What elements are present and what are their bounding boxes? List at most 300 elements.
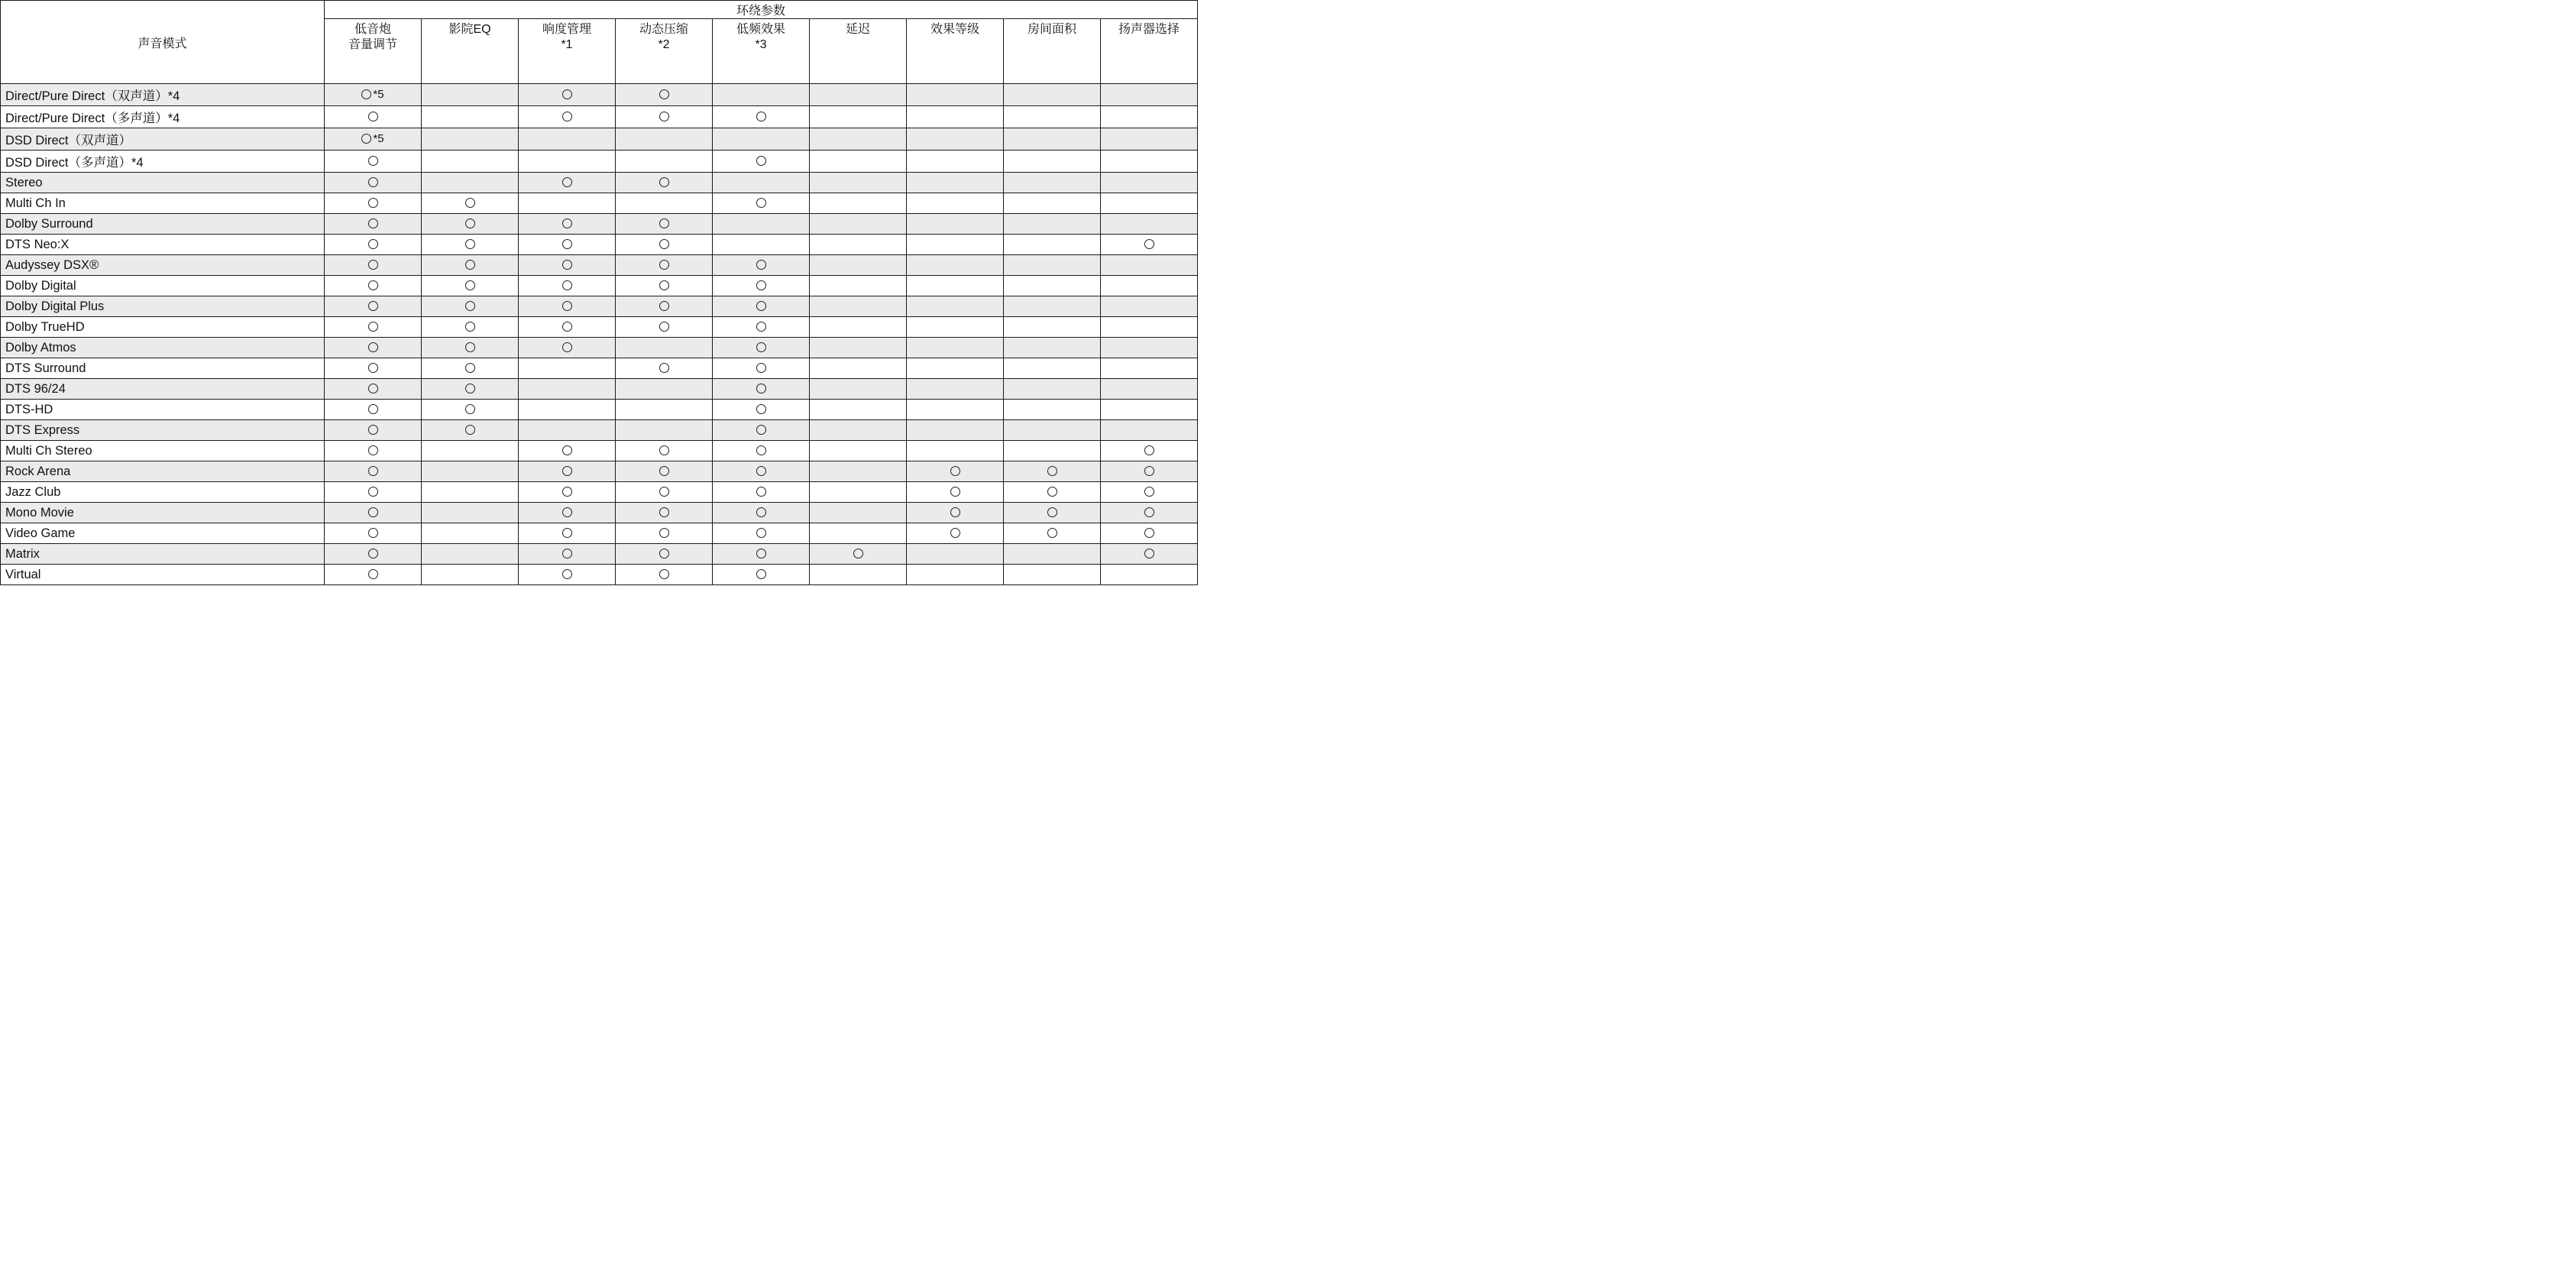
supported-mark-icon xyxy=(1144,549,1154,559)
supported-mark-icon xyxy=(465,198,475,208)
supported-mark-icon xyxy=(659,219,669,228)
parameter-cell xyxy=(519,420,616,441)
parameter-cell xyxy=(1004,461,1101,482)
parameter-cell xyxy=(713,379,810,400)
sound-mode-name: Dolby Surround xyxy=(1,214,325,235)
supported-mark-icon xyxy=(1047,507,1057,517)
parameter-cell xyxy=(422,317,519,338)
table-row xyxy=(1,565,1198,585)
parameter-cell xyxy=(907,358,1004,379)
column-header: 低频效果 *3 xyxy=(713,19,810,84)
parameter-cell xyxy=(422,400,519,420)
parameter-cell xyxy=(1004,565,1101,585)
parameter-cell xyxy=(907,400,1004,420)
parameter-cell xyxy=(810,214,907,235)
supported-mark-icon xyxy=(465,425,475,435)
sound-mode-name: DTS Express xyxy=(1,420,325,441)
supported-mark-icon xyxy=(756,549,766,559)
parameter-cell xyxy=(810,565,907,585)
parameter-cell xyxy=(325,420,422,441)
sound-mode-name: DSD Direct（双声道） xyxy=(1,128,325,151)
parameter-cell xyxy=(907,379,1004,400)
parameter-cell xyxy=(616,379,713,400)
parameter-cell xyxy=(616,338,713,358)
supported-mark-icon xyxy=(659,301,669,311)
parameter-cell xyxy=(1004,523,1101,544)
parameter-cell xyxy=(519,235,616,255)
parameter-cell xyxy=(325,358,422,379)
table-row xyxy=(1,358,1198,379)
parameter-cell xyxy=(713,106,810,128)
parameter-cell xyxy=(713,400,810,420)
supported-mark-icon xyxy=(465,322,475,332)
parameter-cell xyxy=(325,338,422,358)
parameter-cell xyxy=(907,255,1004,276)
supported-mark-icon xyxy=(562,280,572,290)
supported-mark-icon xyxy=(368,219,378,228)
parameter-cell xyxy=(713,358,810,379)
sound-mode-name: Dolby Digital Plus xyxy=(1,296,325,317)
parameter-cell xyxy=(325,106,422,128)
parameter-cell xyxy=(1004,420,1101,441)
sound-mode-name: Dolby Atmos xyxy=(1,338,325,358)
supported-mark-icon xyxy=(562,219,572,228)
sound-mode-name: Multi Ch Stereo xyxy=(1,441,325,461)
parameter-cell xyxy=(325,173,422,193)
supported-mark-icon xyxy=(1144,239,1154,249)
parameter-cell xyxy=(616,128,713,151)
supported-mark-icon xyxy=(368,384,378,393)
parameter-cell xyxy=(519,544,616,565)
footnote-mark: *5 xyxy=(373,132,384,146)
parameter-cell xyxy=(907,338,1004,358)
table-row xyxy=(1,441,1198,461)
supported-mark-icon xyxy=(562,89,572,99)
parameter-cell xyxy=(810,400,907,420)
parameter-cell xyxy=(616,214,713,235)
parameter-cell xyxy=(616,420,713,441)
supported-mark-icon xyxy=(368,549,378,559)
table-row xyxy=(1,214,1198,235)
parameter-cell xyxy=(616,317,713,338)
sound-mode-name: Mono Movie xyxy=(1,503,325,523)
parameter-cell xyxy=(810,235,907,255)
parameter-cell xyxy=(422,420,519,441)
parameter-cell xyxy=(907,128,1004,151)
parameter-cell xyxy=(616,173,713,193)
supported-mark-icon xyxy=(465,384,475,393)
parameter-cell xyxy=(810,128,907,151)
supported-mark-icon xyxy=(368,177,378,187)
parameter-cell xyxy=(616,544,713,565)
column-header: 效果等级 xyxy=(907,19,1004,84)
column-header: 扬声器选择 xyxy=(1101,19,1198,84)
parameter-cell xyxy=(713,173,810,193)
supported-mark-icon xyxy=(562,569,572,579)
supported-mark-icon xyxy=(1144,466,1154,476)
table-body xyxy=(1,84,1198,585)
supported-mark-icon xyxy=(562,549,572,559)
supported-mark-icon xyxy=(659,487,669,497)
parameter-cell xyxy=(1101,544,1198,565)
parameter-cell xyxy=(325,544,422,565)
supported-mark-icon xyxy=(659,528,669,538)
table-row xyxy=(1,523,1198,544)
parameter-cell xyxy=(519,276,616,296)
parameter-cell xyxy=(810,461,907,482)
parameter-cell xyxy=(1004,358,1101,379)
parameter-cell xyxy=(907,503,1004,523)
sound-mode-name: Direct/Pure Direct（多声道）*4 xyxy=(1,106,325,128)
parameter-cell xyxy=(616,106,713,128)
parameter-cell xyxy=(1004,379,1101,400)
supported-mark-icon xyxy=(368,301,378,311)
parameter-cell xyxy=(907,151,1004,173)
parameter-cell xyxy=(325,276,422,296)
supported-mark-icon xyxy=(756,487,766,497)
supported-mark-icon xyxy=(756,425,766,435)
parameter-cell xyxy=(616,441,713,461)
parameter-cell xyxy=(1101,420,1198,441)
parameter-cell xyxy=(325,461,422,482)
supported-mark-icon xyxy=(368,260,378,270)
parameter-cell xyxy=(810,173,907,193)
parameter-cell xyxy=(325,193,422,214)
parameter-cell xyxy=(907,523,1004,544)
parameter-cell xyxy=(519,482,616,503)
column-header: 房间面积 xyxy=(1004,19,1101,84)
parameter-cell xyxy=(1101,441,1198,461)
parameter-cell xyxy=(713,151,810,173)
parameter-cell xyxy=(810,317,907,338)
parameter-cell xyxy=(616,151,713,173)
supported-mark-icon xyxy=(756,280,766,290)
parameter-cell xyxy=(907,296,1004,317)
table-row xyxy=(1,193,1198,214)
table-row xyxy=(1,338,1198,358)
parameter-cell xyxy=(1101,461,1198,482)
parameter-cell xyxy=(1004,338,1101,358)
supported-mark-icon xyxy=(562,112,572,121)
parameter-cell xyxy=(1004,317,1101,338)
parameter-cell xyxy=(422,214,519,235)
parameter-cell xyxy=(422,503,519,523)
supported-mark-icon xyxy=(659,239,669,249)
parameter-cell xyxy=(713,128,810,151)
parameter-cell xyxy=(519,296,616,317)
supported-mark-icon xyxy=(659,507,669,517)
header-group-row xyxy=(1,1,1198,19)
supported-mark-icon xyxy=(756,384,766,393)
parameter-cell xyxy=(1101,338,1198,358)
table-row xyxy=(1,276,1198,296)
supported-mark-icon xyxy=(368,466,378,476)
supported-mark-icon xyxy=(562,239,572,249)
parameter-cell xyxy=(519,173,616,193)
supported-mark-icon xyxy=(1144,528,1154,538)
parameter-cell xyxy=(907,106,1004,128)
parameter-cell xyxy=(422,296,519,317)
column-header: 影院EQ xyxy=(422,19,519,84)
supported-mark-icon xyxy=(368,528,378,538)
supported-mark-icon xyxy=(853,549,863,559)
sound-mode-name: Virtual xyxy=(1,565,325,585)
supported-mark-icon xyxy=(465,239,475,249)
table-row xyxy=(1,503,1198,523)
sound-mode-name: Dolby Digital xyxy=(1,276,325,296)
parameter-cell xyxy=(713,235,810,255)
parameter-cell xyxy=(1004,503,1101,523)
sound-mode-name: Audyssey DSX® xyxy=(1,255,325,276)
supported-mark-icon xyxy=(756,528,766,538)
table-row xyxy=(1,420,1198,441)
parameter-cell xyxy=(519,338,616,358)
parameter-cell xyxy=(325,400,422,420)
supported-mark-icon xyxy=(562,528,572,538)
supported-mark-icon xyxy=(361,89,371,99)
parameter-cell xyxy=(519,503,616,523)
parameter-cell xyxy=(616,503,713,523)
supported-mark-icon xyxy=(562,487,572,497)
supported-mark-icon xyxy=(756,198,766,208)
parameter-cell xyxy=(1101,276,1198,296)
parameter-cell xyxy=(325,379,422,400)
parameter-cell xyxy=(519,193,616,214)
parameter-cell xyxy=(1101,214,1198,235)
supported-mark-icon xyxy=(659,280,669,290)
parameter-cell xyxy=(325,296,422,317)
parameter-cell xyxy=(907,565,1004,585)
supported-mark-icon xyxy=(659,260,669,270)
supported-mark-icon xyxy=(368,198,378,208)
parameter-cell xyxy=(519,84,616,106)
parameter-cell xyxy=(907,235,1004,255)
parameter-cell xyxy=(1101,106,1198,128)
parameter-cell xyxy=(325,482,422,503)
parameter-cell xyxy=(1101,400,1198,420)
parameter-cell xyxy=(422,461,519,482)
supported-mark-icon xyxy=(756,569,766,579)
supported-mark-icon xyxy=(368,239,378,249)
parameter-cell xyxy=(1101,482,1198,503)
parameter-cell xyxy=(713,214,810,235)
parameter-cell xyxy=(1004,84,1101,106)
supported-mark-icon xyxy=(1047,528,1057,538)
supported-mark-icon xyxy=(368,280,378,290)
parameter-cell xyxy=(422,193,519,214)
column-header: 低音炮 音量调节 xyxy=(325,19,422,84)
supported-mark-icon xyxy=(756,342,766,352)
parameter-cell xyxy=(616,255,713,276)
supported-mark-icon xyxy=(756,445,766,455)
parameter-cell xyxy=(1004,400,1101,420)
parameter-cell xyxy=(1004,193,1101,214)
parameter-cell xyxy=(422,379,519,400)
parameter-cell xyxy=(519,214,616,235)
parameter-cell xyxy=(907,482,1004,503)
sound-mode-name: Rock Arena xyxy=(1,461,325,482)
supported-mark-icon xyxy=(756,466,766,476)
sound-mode-name: Matrix xyxy=(1,544,325,565)
parameter-cell xyxy=(810,420,907,441)
parameter-cell xyxy=(1101,173,1198,193)
supported-mark-icon xyxy=(659,322,669,332)
parameter-cell xyxy=(1101,151,1198,173)
parameter-cell xyxy=(1101,255,1198,276)
supported-mark-icon xyxy=(465,301,475,311)
parameter-cell xyxy=(907,193,1004,214)
parameter-cell xyxy=(422,338,519,358)
parameter-cell xyxy=(422,358,519,379)
parameter-cell xyxy=(907,84,1004,106)
parameter-cell xyxy=(1004,276,1101,296)
supported-mark-icon xyxy=(659,466,669,476)
sound-mode-name: Multi Ch In xyxy=(1,193,325,214)
supported-mark-icon xyxy=(368,404,378,414)
supported-mark-icon xyxy=(756,156,766,166)
parameter-cell xyxy=(519,565,616,585)
parameter-cell xyxy=(810,544,907,565)
parameter-cell xyxy=(907,276,1004,296)
parameter-cell xyxy=(1004,128,1101,151)
table-row xyxy=(1,461,1198,482)
parameter-cell xyxy=(519,106,616,128)
parameter-cell xyxy=(1004,544,1101,565)
supported-mark-icon xyxy=(368,342,378,352)
parameter-cell xyxy=(325,503,422,523)
parameter-cell xyxy=(422,173,519,193)
parameter-cell xyxy=(422,276,519,296)
supported-mark-icon xyxy=(756,260,766,270)
sound-mode-name: DTS 96/24 xyxy=(1,379,325,400)
table-row xyxy=(1,106,1198,128)
supported-mark-icon xyxy=(562,507,572,517)
table-row xyxy=(1,296,1198,317)
parameter-cell xyxy=(1101,193,1198,214)
parameter-cell xyxy=(519,317,616,338)
parameter-cell xyxy=(422,441,519,461)
parameter-cell xyxy=(519,400,616,420)
supported-mark-icon xyxy=(562,322,572,332)
supported-mark-icon xyxy=(950,466,960,476)
parameter-cell xyxy=(1101,565,1198,585)
supported-mark-icon xyxy=(368,322,378,332)
parameter-cell xyxy=(810,503,907,523)
supported-mark-icon xyxy=(562,301,572,311)
parameter-cell xyxy=(422,523,519,544)
table-row xyxy=(1,482,1198,503)
parameter-cell xyxy=(713,544,810,565)
parameter-cell xyxy=(616,482,713,503)
parameter-cell xyxy=(810,441,907,461)
parameter-cell xyxy=(810,338,907,358)
parameter-cell xyxy=(713,441,810,461)
supported-mark-icon xyxy=(368,156,378,166)
parameter-cell xyxy=(1101,358,1198,379)
parameter-cell xyxy=(325,214,422,235)
parameter-cell xyxy=(1004,214,1101,235)
parameter-cell xyxy=(616,193,713,214)
parameter-cell xyxy=(810,193,907,214)
table-row xyxy=(1,255,1198,276)
parameter-cell xyxy=(616,276,713,296)
supported-mark-icon xyxy=(562,260,572,270)
parameter-cell xyxy=(907,317,1004,338)
supported-mark-icon xyxy=(659,569,669,579)
parameter-cell xyxy=(810,106,907,128)
parameter-cell xyxy=(713,84,810,106)
parameter-cell xyxy=(810,84,907,106)
supported-mark-icon xyxy=(756,322,766,332)
supported-mark-icon xyxy=(1144,445,1154,455)
supported-mark-icon xyxy=(465,342,475,352)
parameter-cell xyxy=(1101,296,1198,317)
supported-mark-icon xyxy=(659,363,669,373)
parameter-cell xyxy=(1101,523,1198,544)
surround-parameters-header: 环绕参数 xyxy=(325,1,1198,19)
sound-mode-name: Video Game xyxy=(1,523,325,544)
supported-mark-icon xyxy=(756,404,766,414)
supported-mark-icon xyxy=(368,487,378,497)
table-row xyxy=(1,544,1198,565)
supported-mark-icon xyxy=(659,112,669,121)
parameter-cell xyxy=(616,358,713,379)
column-header: 延迟 xyxy=(810,19,907,84)
parameter-cell xyxy=(1101,128,1198,151)
parameter-cell xyxy=(1101,235,1198,255)
supported-mark-icon xyxy=(562,466,572,476)
parameter-cell xyxy=(907,214,1004,235)
parameter-cell xyxy=(325,235,422,255)
parameter-cell xyxy=(713,503,810,523)
table-row xyxy=(1,151,1198,173)
parameter-cell xyxy=(616,235,713,255)
sound-mode-name: Jazz Club xyxy=(1,482,325,503)
supported-mark-icon xyxy=(465,363,475,373)
footnote-mark: *5 xyxy=(373,88,384,102)
parameter-cell xyxy=(325,151,422,173)
supported-mark-icon xyxy=(659,89,669,99)
supported-mark-icon xyxy=(1144,507,1154,517)
parameter-cell xyxy=(713,317,810,338)
supported-mark-icon xyxy=(465,260,475,270)
parameter-cell xyxy=(810,482,907,503)
parameter-cell xyxy=(325,565,422,585)
parameter-cell xyxy=(810,296,907,317)
supported-mark-icon xyxy=(368,507,378,517)
supported-mark-icon xyxy=(1047,466,1057,476)
supported-mark-icon xyxy=(465,404,475,414)
parameter-cell xyxy=(422,151,519,173)
parameter-cell xyxy=(616,84,713,106)
sound-mode-name: DTS Surround xyxy=(1,358,325,379)
supported-mark-icon xyxy=(368,445,378,455)
parameter-cell xyxy=(810,151,907,173)
table-row xyxy=(1,400,1198,420)
supported-mark-icon xyxy=(756,301,766,311)
supported-mark-icon xyxy=(368,363,378,373)
parameter-cell xyxy=(325,128,422,151)
supported-mark-icon xyxy=(562,445,572,455)
parameter-cell xyxy=(519,128,616,151)
parameter-cell xyxy=(810,255,907,276)
surround-parameter-table xyxy=(0,0,1198,585)
parameter-cell xyxy=(907,173,1004,193)
supported-mark-icon xyxy=(465,280,475,290)
parameter-cell xyxy=(325,84,422,106)
supported-mark-icon xyxy=(756,507,766,517)
parameter-cell xyxy=(325,255,422,276)
